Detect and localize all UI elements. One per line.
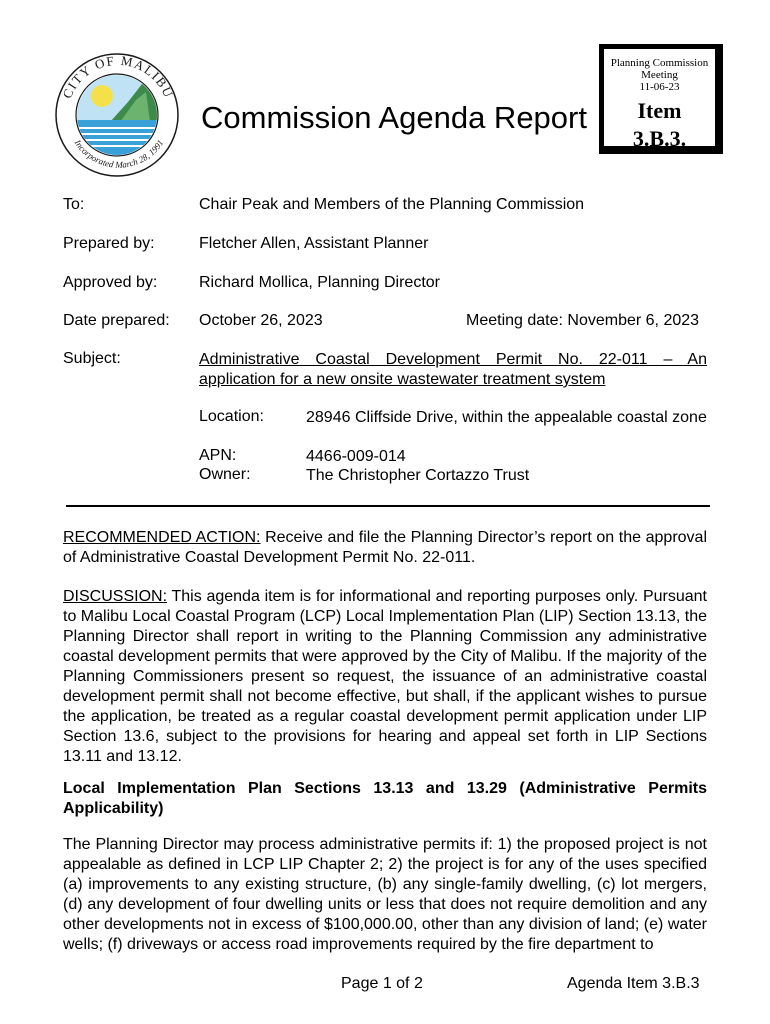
agenda-item-box <box>599 44 723 154</box>
recommended-action-heading: RECOMMENDED ACTION: <box>63 529 261 546</box>
location-label: Location: <box>199 408 264 425</box>
owner-label: Owner: <box>199 466 251 483</box>
seal-incorporated-textpath: Incorporated March 28, 1991 <box>72 137 166 170</box>
meeting-date: Meeting date: November 6, 2023 <box>466 312 700 329</box>
itembox-item-label: Item <box>637 98 682 123</box>
itembox-item-number: 3.B.3. <box>632 126 687 151</box>
date-prepared-label: Date prepared: <box>63 312 170 329</box>
owner-value: The Christopher Cortazzo Trust <box>306 467 530 484</box>
recommended-action-paragraph <box>63 528 707 568</box>
recommended-action-text: Receive and file the Planning Director’s report on the approval of Administrative Coastal Development Permit No. 22-011. <box>63 529 708 566</box>
discussion-heading: DISCUSSION: <box>63 588 168 605</box>
city-seal <box>50 40 185 190</box>
prepared-by-label: Prepared by: <box>63 235 155 252</box>
approved-by-label: Approved by: <box>63 274 158 291</box>
subject-label: Subject: <box>63 350 121 367</box>
city-seal-graphic <box>50 40 185 190</box>
page-title: Commission Agenda Report <box>201 100 587 135</box>
itembox-line3: 11-06-23 <box>639 81 680 93</box>
seal-city-textpath: CITY OF MALIBU <box>59 52 177 101</box>
to-value: Chair Peak and Members of the Planning Commission <box>199 196 585 213</box>
itembox-line2: Meeting <box>641 69 678 81</box>
page-number: Page 1 of 2 <box>341 975 423 992</box>
location-value: 28946 Cliffside Drive, within the appealable coastal zone <box>306 409 707 426</box>
date-prepared-value: October 26, 2023 <box>199 312 323 329</box>
itembox-line1: Planning Commission <box>610 57 709 69</box>
discussion-text: This agenda item is for informational and reporting purposes only. Pursuant to Malibu Local Coastal Program (LCP) Local Implementation Plan (LIP) Section 13.13, the Planning Director shall report in writing to the Planning Commission any administrative coastal development permits that were approved by the City of Malibu. If the majority of the Planning Commissioners present so request, the issuance of an administrative coastal development permit shall not become effective, but shall, if the applicant wishes to pursue the application, be treated as a regular coastal development permit application under LIP Section 13.6, subject to the provisions for hearing and appeal set forth in LIP Sections 13.11 and 13.12. <box>63 588 707 765</box>
to-label: To: <box>63 196 85 213</box>
footer-agenda-item: Agenda Item 3.B.3 <box>567 975 700 992</box>
seal-sun <box>91 85 113 107</box>
lip-section-heading: Local Implementation Plan Sections 13.13 and 13.29 (Administrative Permits Applicability) <box>63 780 707 817</box>
discussion-paragraph <box>63 587 707 767</box>
prepared-by-value: Fletcher Allen, Assistant Planner <box>199 235 429 252</box>
lip-section-paragraph: The Planning Director may process administrative permits if: 1) the proposed project is not appealable as defined in LCP LIP Chapter 2; 2) the project is for any of the uses specified (a) improvements to any existing structure, (b) any single-family dwelling, (c) lot mergers, (d) any development of four dwelling units or less that does not require demolition and any other developments not in excess of $100,000.00, other than any division of land; (e) water wells; (f) driveways or access road improvements required by the fire department to <box>63 836 707 953</box>
apn-value: 4466-009-014 <box>306 448 406 465</box>
section-divider <box>66 505 710 507</box>
subject-value: Administrative Coastal Development Permit No. 22-011 – An application for a new onsite wastewater treatment system <box>199 351 707 388</box>
approved-by-value: Richard Mollica, Planning Director <box>199 274 440 291</box>
apn-label: APN: <box>199 447 237 464</box>
